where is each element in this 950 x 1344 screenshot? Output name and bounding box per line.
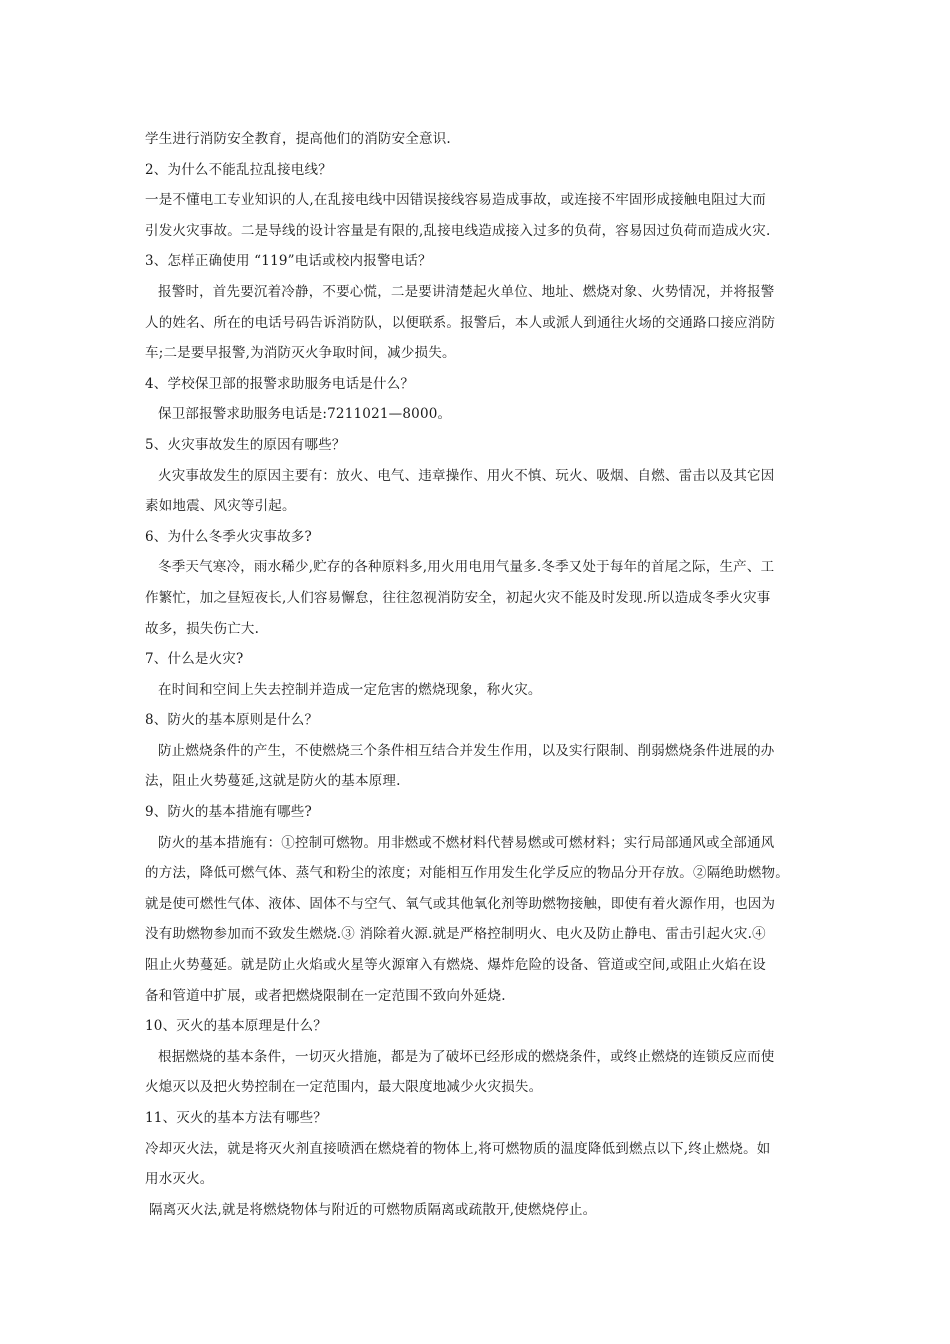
paragraph-line: 引发火灾事故。二是导线的设计容量是有限的,乱接电线造成接入过多的负荷，容易因过负荷而造成火灾. bbox=[145, 222, 771, 239]
paragraph-line: 就是使可燃性气体、液体、固体不与空气、氧气或其他氧化剂等助燃物接触，即使有着火源作用，也因为 bbox=[145, 895, 776, 912]
paragraph-line: 保卫部报警求助服务电话是:7211021—8000。 bbox=[158, 406, 452, 423]
paragraph-line: 根据燃烧的基本条件，一切灭火措施，都是为了破坏已经形成的燃烧条件，或终止燃烧的连锁反应而使 bbox=[158, 1048, 775, 1065]
question-heading: 11、灭火的基本方法有哪些？ bbox=[145, 1110, 327, 1126]
question-heading: 8、防火的基本原则是什么？ bbox=[145, 712, 319, 729]
question-heading: 2、为什么不能乱拉乱接电线？ bbox=[145, 161, 332, 178]
paragraph-line: 法，阻止火势蔓延,这就是防火的基本原理. bbox=[145, 773, 401, 790]
question-heading: 3、怎样正确使用 “119”电话或校内报警电话？ bbox=[145, 253, 432, 270]
paragraph-line: 冷却灭火法，就是将灭火剂直接喷洒在燃烧着的物体上,将可燃物质的温度降低到燃点以下,终止燃烧。如 bbox=[145, 1140, 771, 1157]
paragraph-line: 火灾事故发生的原因主要有：放火、电气、违章操作、用火不慎、玩火、吸烟、自燃、雷击以及其它因 bbox=[158, 467, 775, 484]
paragraph-line: 冬季天气寒冷，雨水稀少,贮存的各种原料多,用火用电用气量多.冬季又处于每年的首尾之际，生产、工 bbox=[158, 559, 775, 576]
question-heading: 6、为什么冬季火灾事故多? bbox=[145, 528, 312, 545]
question-heading: 10、灭火的基本原理是什么？ bbox=[145, 1018, 327, 1035]
paragraph-line: 在时间和空间上失去控制并造成一定危害的燃烧现象，称火灾。 bbox=[158, 681, 542, 698]
document-body bbox=[145, 124, 825, 1225]
paragraph-line: 防止燃烧条件的产生，不使燃烧三个条件相互结合并发生作用，以及实行限制、削弱燃烧条件进展的办 bbox=[158, 742, 775, 759]
paragraph-line: 阻止火势蔓延。就是防止火焰或火星等火源窜入有燃烧、爆炸危险的设备、管道或空间,或阻止火焰在设 bbox=[145, 957, 766, 974]
paragraph-line: 防火的基本措施有：①控制可燃物。用非燃或不燃材料代替易燃或可燃材料；实行局部通风或全部通风 bbox=[158, 834, 775, 851]
paragraph-line: 报警时，首先要沉着冷静，不要心慌，二是要讲清楚起火单位、地址、燃烧对象、火势情况，并将报警 bbox=[158, 283, 775, 300]
paragraph-line: 一是不懂电工专业知识的人,在乱接电线中因错误接线容易造成事故，或连接不牢固形成接触电阻过大而 bbox=[145, 192, 766, 209]
question-heading: 7、什么是火灾? bbox=[145, 651, 244, 668]
paragraph-line: 作繁忙，加之昼短夜长,人们容易懈怠，往往忽视消防安全，初起火灾不能及时发现.所以造成冬季火灾事 bbox=[145, 589, 771, 606]
paragraph-line: 故多，损失伤亡大. bbox=[145, 620, 260, 637]
paragraph-line: 学生进行消防安全教育，提高他们的消防安全意识. bbox=[145, 131, 451, 147]
paragraph-line: 素如地震、风灾等引起。 bbox=[145, 498, 296, 515]
paragraph-line: 人的姓名、所在的电话号码告诉消防队，以便联系。报警后，本人或派人到通往火场的交通路口接应消防 bbox=[145, 314, 776, 331]
paragraph-line: 用水灭火。 bbox=[145, 1171, 214, 1188]
paragraph-line: 隔离灭火法,就是将燃烧物体与附近的可燃物质隔离或疏散开,使燃烧停止。 bbox=[149, 1201, 597, 1218]
paragraph-line: 车;二是要早报警,为消防灭火争取时间，减少损失。 bbox=[145, 345, 456, 362]
question-heading: 4、学校保卫部的报警求助服务电话是什么？ bbox=[145, 375, 415, 392]
paragraph-line: 火熄灭以及把火势控制在一定范围内，最大限度地减少火灾损失。 bbox=[145, 1079, 543, 1096]
question-heading: 5、火灾事故发生的原因有哪些？ bbox=[145, 436, 346, 453]
question-heading: 9、防火的基本措施有哪些? bbox=[145, 804, 312, 821]
paragraph-line: 的方法，降低可燃气体、蒸气和粉尘的浓度；对能相互作用发生化学反应的物品分开存放。②隔绝助燃物。 bbox=[145, 865, 789, 882]
paragraph-line: 没有助燃物参加而不致发生燃烧.③ 消除着火源.就是严格控制明火、电火及防止静电、雷击引起火灾.④ bbox=[145, 926, 766, 943]
paragraph-line: 备和管道中扩展，或者把燃烧限制在一定范围不致向外延烧. bbox=[145, 987, 506, 1004]
